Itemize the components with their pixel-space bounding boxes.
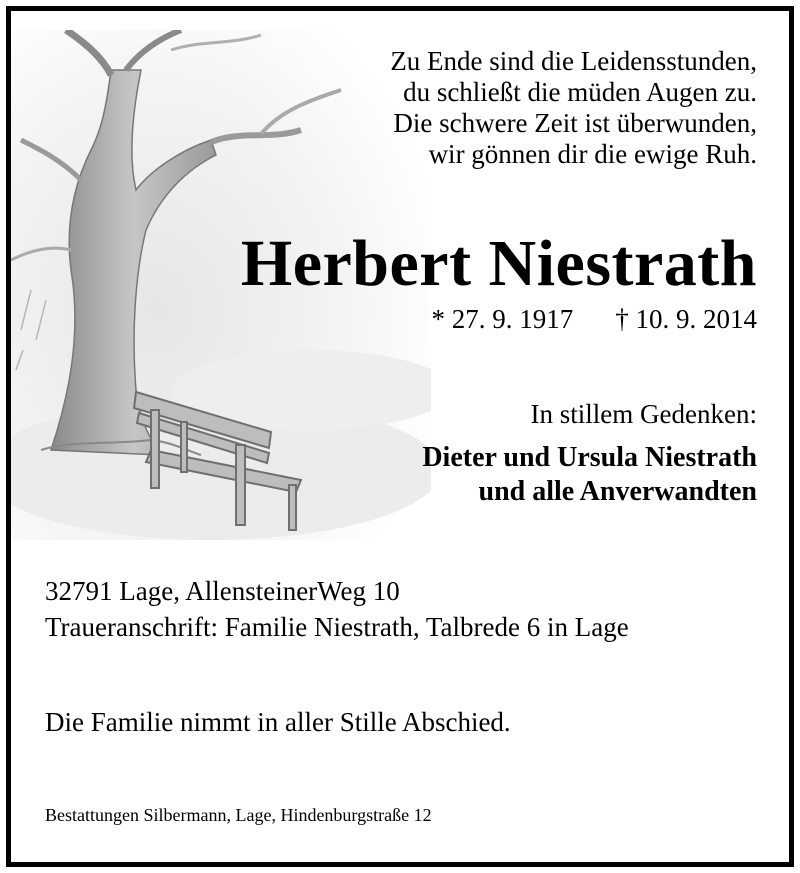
poem-line: Zu Ende sind die Leidensstunden, [390, 46, 757, 76]
death-date: † 10. 9. 2014 [615, 304, 757, 334]
mourners-names [422, 441, 757, 509]
poem-line: wir gönnen dir die ewige Ruh. [428, 139, 757, 169]
memorial-poem [390, 46, 757, 170]
mourner-line: Dieter und Ursula Niestrath [422, 442, 757, 473]
mourning-address: Traueranschrift: Familie Niestrath, Talbrede 6 in Lage [45, 612, 629, 642]
poem-line: Die schwere Zeit ist überwunden, [393, 108, 757, 138]
farewell-note: Die Familie nimmt in aller Stille Abschied. [45, 707, 511, 737]
poem-line: du schließt die müden Augen zu. [403, 77, 757, 107]
address-block [45, 573, 629, 645]
life-dates [432, 303, 758, 335]
birth-date: * 27. 9. 1917 [431, 304, 574, 334]
residence-address: 32791 Lage, AllensteinerWeg 10 [45, 576, 400, 606]
undertaker-info: Bestattungen Silbermann, Lage, Hindenburgstraße 12 [45, 805, 432, 825]
deceased-name: Herbert Niestrath [240, 227, 757, 300]
mourner-line: und alle Anverwandten [478, 476, 757, 507]
mourners-intro: In stillem Gedenken: [530, 399, 757, 429]
